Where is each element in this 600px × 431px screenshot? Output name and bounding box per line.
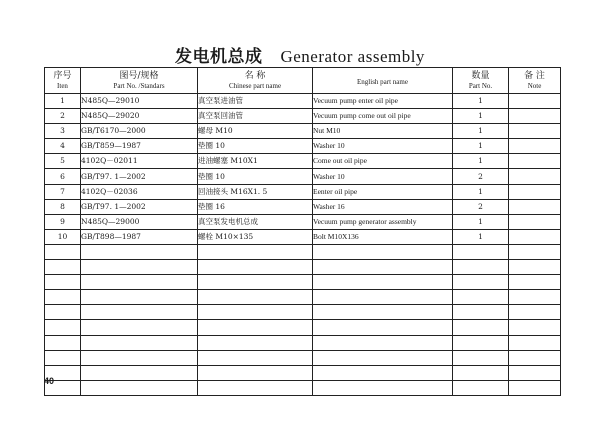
parts-table (44, 67, 561, 396)
cell-note (509, 154, 561, 169)
cell-qty: 1 (453, 124, 509, 139)
cell-chinese-name: 垫圈 16 (198, 199, 313, 214)
cell-qty: 2 (453, 169, 509, 184)
cell-item: 10 (45, 229, 81, 244)
table-row (45, 184, 561, 199)
cell-note (509, 214, 561, 229)
title-english: Generator assembly (280, 47, 425, 66)
cell-chinese-name: 进油螺塞 M10X1 (198, 154, 313, 169)
empty-row (45, 320, 561, 335)
table-row (45, 139, 561, 154)
table-row (45, 124, 561, 139)
page-number: 40 (44, 376, 55, 386)
cell-note (509, 94, 561, 109)
cell-item: 9 (45, 214, 81, 229)
header-note: 备 注 Note (509, 68, 561, 94)
cell-part-no: N485Q—29000 (81, 214, 198, 229)
table-row (45, 169, 561, 184)
cell-part-no: GB/T898—1987 (81, 229, 198, 244)
cell-chinese-name: 螺母 M10 (198, 124, 313, 139)
cell-item: 3 (45, 124, 81, 139)
cell-english-name: Washer 10 (313, 169, 453, 184)
table-row (45, 109, 561, 124)
cell-english-name: Washer 10 (313, 139, 453, 154)
cell-part-no: 4102Q－02036 (81, 184, 198, 199)
empty-row (45, 350, 561, 365)
cell-note (509, 229, 561, 244)
cell-item: 2 (45, 109, 81, 124)
cell-chinese-name: 真空泵进油管 (198, 94, 313, 109)
cell-note (509, 184, 561, 199)
cell-qty: 1 (453, 109, 509, 124)
page-title (0, 42, 600, 67)
cell-chinese-name: 垫圈 10 (198, 139, 313, 154)
cell-english-name: Washer 16 (313, 199, 453, 214)
empty-row (45, 335, 561, 350)
cell-part-no: GB/T97. 1—2002 (81, 199, 198, 214)
cell-part-no: GB/T6170—2000 (81, 124, 198, 139)
cell-chinese-name: 真空泵回油管 (198, 109, 313, 124)
cell-note (509, 124, 561, 139)
empty-row (45, 275, 561, 290)
empty-row (45, 365, 561, 380)
cell-part-no: GB/T859—1987 (81, 139, 198, 154)
table-row (45, 94, 561, 109)
cell-part-no: 4102Q－02011 (81, 154, 198, 169)
cell-part-no: N485Q—29010 (81, 94, 198, 109)
cell-qty: 1 (453, 94, 509, 109)
header-part-no: 图号/规格 Part No. /Standars (81, 68, 198, 94)
cell-item: 4 (45, 139, 81, 154)
table-row (45, 154, 561, 169)
empty-row (45, 380, 561, 395)
cell-note (509, 109, 561, 124)
cell-english-name: Vecuum pump come out oil pipe (313, 109, 453, 124)
title-chinese: 发电机总成 (175, 47, 263, 67)
empty-row (45, 290, 561, 305)
cell-english-name: Bolt M10X136 (313, 229, 453, 244)
cell-item: 1 (45, 94, 81, 109)
table-row (45, 214, 561, 229)
cell-item: 5 (45, 154, 81, 169)
cell-english-name: Vecuum pump enter oil pipe (313, 94, 453, 109)
empty-row (45, 260, 561, 275)
cell-english-name: Nut M10 (313, 124, 453, 139)
cell-qty: 1 (453, 184, 509, 199)
header-chinese-name: 名 称 Chinese part name (198, 68, 313, 94)
cell-chinese-name: 真空泵发电机总成 (198, 214, 313, 229)
empty-row (45, 244, 561, 259)
table-row (45, 199, 561, 214)
cell-qty: 1 (453, 229, 509, 244)
cell-note (509, 199, 561, 214)
header-english-name: English part name (313, 68, 453, 94)
cell-qty: 1 (453, 154, 509, 169)
empty-row (45, 305, 561, 320)
header-row (45, 68, 561, 94)
table-body (45, 94, 561, 396)
cell-note (509, 169, 561, 184)
cell-qty: 2 (453, 199, 509, 214)
cell-item: 7 (45, 184, 81, 199)
cell-english-name: Come out oil pipe (313, 154, 453, 169)
cell-qty: 1 (453, 139, 509, 154)
cell-english-name: Vecuum pump generator assembly (313, 214, 453, 229)
cell-note (509, 139, 561, 154)
cell-chinese-name: 回油接头 M16X1. 5 (198, 184, 313, 199)
cell-chinese-name: 垫圈 10 (198, 169, 313, 184)
cell-part-no: N485Q—29020 (81, 109, 198, 124)
cell-chinese-name: 螺栓 M10×135 (198, 229, 313, 244)
table-row (45, 229, 561, 244)
header-qty: 数量 Part No. (453, 68, 509, 94)
cell-qty: 1 (453, 214, 509, 229)
cell-english-name: Eenter oil pipe (313, 184, 453, 199)
header-item: 序号 Iten (45, 68, 81, 94)
cell-item: 8 (45, 199, 81, 214)
cell-part-no: GB/T97. 1—2002 (81, 169, 198, 184)
cell-item: 6 (45, 169, 81, 184)
